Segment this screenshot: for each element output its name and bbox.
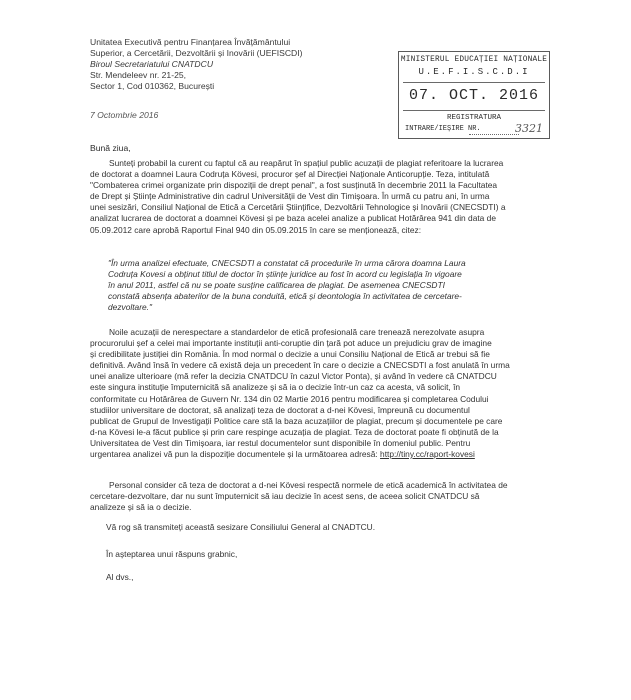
closing-signoff: Al dvs.,: [106, 572, 134, 582]
stamp-number-line: [469, 134, 519, 135]
quotation: [108, 258, 548, 313]
stamp-ministry: MINISTERUL EDUCAȚIEI NAȚIONALE: [400, 56, 548, 64]
report-link[interactable]: http://tiny.cc/raport-kovesi: [380, 449, 475, 460]
text-line: 05.09.2012 care aprobă Raportul Final 940 din 05.09.2015 în care se menționează, citez:: [90, 224, 422, 235]
address-line: Biroul Secretariatului CNATDCU: [90, 59, 214, 70]
text-line: "Combaterea crimei organizate prin dispoziții de drept penal", a fost susținută în decembrie 2011 la Facultatea: [90, 180, 498, 191]
text-line: Sunteți probabil la curent cu faptul că au reapărut în spațiul public acuzații de plagiat referitoare la lucrarea: [109, 158, 504, 168]
text-line: d-na Kövesi le-a făcut publice și prin care respinge acuzația de plagiat. Teza de doctorat poate fi obținută de la: [90, 426, 499, 437]
address-line: Str. Mendeleev nr. 21-25,: [90, 70, 187, 81]
text-line: Noile acuzații de nerespectare a standardelor de etică profesională care trenează nerezolvate asupra: [109, 327, 485, 337]
stamp-divider: [403, 82, 545, 83]
address-line: Superior, a Cercetării, Dezvoltării și Inovării (UEFISCDI): [90, 48, 303, 59]
greeting: Bună ziua,: [90, 143, 131, 153]
stamp-registry: REGISTRATURA: [446, 114, 501, 122]
text-line: analizat lucrarea de doctorat a doamnei Kövesi și pe baza acelei analize a publicat Hotărârea 941 din data de: [90, 213, 496, 224]
quote-line: "În urma analizei efectuate, CNECSDTI a constatat că procedurile în urma cărora doamna Laura: [108, 258, 466, 268]
stamp-org: U.E.F.I.S.C.D.I: [418, 67, 530, 77]
text-line: conformitate cu Hotărârea de Guvern Nr. 134 din 02 Martie 2016 pentru modificarea și completarea Codului: [90, 393, 489, 404]
address-line: Sector 1, Cod 010362, București: [90, 81, 215, 92]
text-span: urgentarea analizei vă pun la dispoziție documentele și la următoarea adresă:: [90, 449, 378, 460]
stamp-entry-label: INTRARE/IEȘIRE NR.: [405, 125, 481, 133]
text-line: cercetare-dezvoltare, dar nu sunt împuternicit să iau decizie în acest sens, de aceea solicit CNATDCU să: [90, 491, 480, 502]
paragraph-1: [90, 158, 560, 236]
paragraph-2: [90, 327, 560, 460]
stamp-divider: [403, 110, 545, 111]
recipient-address: [90, 37, 390, 92]
letter-date: 7 Octombrie 2016: [90, 110, 159, 120]
text-line: unei analize ulterioare (mă refer la decizia CNATDCU în cazul Victor Ponta), și având în vedere că CNATDCU: [90, 371, 497, 382]
stamp-handwritten-number: 3321: [515, 122, 543, 135]
text-line: este singura instituție împuternicită să analizeze și să ia o decizie într-un caz ca acesta, vă solicit, în: [90, 382, 461, 393]
quote-line: constată absența abaterilor de la buna conduită, etică și deontologia în activitatea de cercetare-: [108, 291, 462, 302]
text-line: procurorului șef a celei mai importante instituții anti-coruptie din țară pot aduce un prejudiciu grav de imagine: [90, 338, 492, 349]
text-line: studiilor universitare de doctorat, să analizați teza de doctorat a d-nei Kövesi, împreună cu documentul: [90, 404, 470, 415]
address-line: Unitatea Executivă pentru Finanțarea Învățământului: [90, 37, 291, 47]
text-line: de doctorat a doamnei Laura Codruța Kövesi, procuror șef al Direcției Naționale Anticorupție. Teza, intitulată: [90, 169, 490, 180]
closing-request: Vă rog să transmiteți această sesizare Consiliului General al CNADTCU.: [106, 522, 376, 532]
text-line: [90, 449, 560, 460]
registry-stamp: [398, 51, 550, 139]
text-line: de Drept și Științe Administrative din cadrul Universității de Vest din Timișoara. În urmă cu patru ani, în urma: [90, 191, 490, 202]
quote-line: dezvoltare.": [108, 302, 152, 313]
text-line: analizeze și să ia o decizie.: [90, 502, 192, 513]
quote-line: Codruța Kovesi a obținut titlul de doctor în științe juridice au fost în acord cu legislația în vigoare: [108, 269, 462, 280]
text-line: publicat de Grupul de Investigații Politice care stă la baza acuzațiilor de plagiat, precum și documentele pe care: [90, 415, 503, 426]
quote-line: în anul 2011, astfel că nu se poate susține calificarea de plagiat. De asemenea CNECSDTI: [108, 280, 445, 291]
text-line: Personal consider că teza de doctorat a d-nei Kövesi respectă normele de etică academică în activitatea de: [109, 480, 508, 490]
closing-wait: În așteptarea unui răspuns grabnic,: [106, 549, 238, 559]
text-line: definitivă. Având însă în vedere că există deja un precedent în care o decizie a CNECSDTI a fost anulată în urma: [90, 360, 510, 371]
text-line: Universitatea de Vest din Timișoara, iar restul documentelor sunt disponibile în domeniul public. Pentru: [90, 437, 471, 448]
text-line: și credibilitate justiției din România. În mod normal o decizie a unui Consiliu Național de Etică ar trebui să fie: [90, 349, 490, 360]
text-line: unei sesizări, Consiliul Național de Etică a Cercetării Științifice, Dezvoltării Tehnologice și Inovării (CNECSDTI) a: [90, 202, 506, 213]
paragraph-3: [90, 480, 560, 513]
stamp-date: 07. OCT. 2016: [408, 87, 540, 104]
